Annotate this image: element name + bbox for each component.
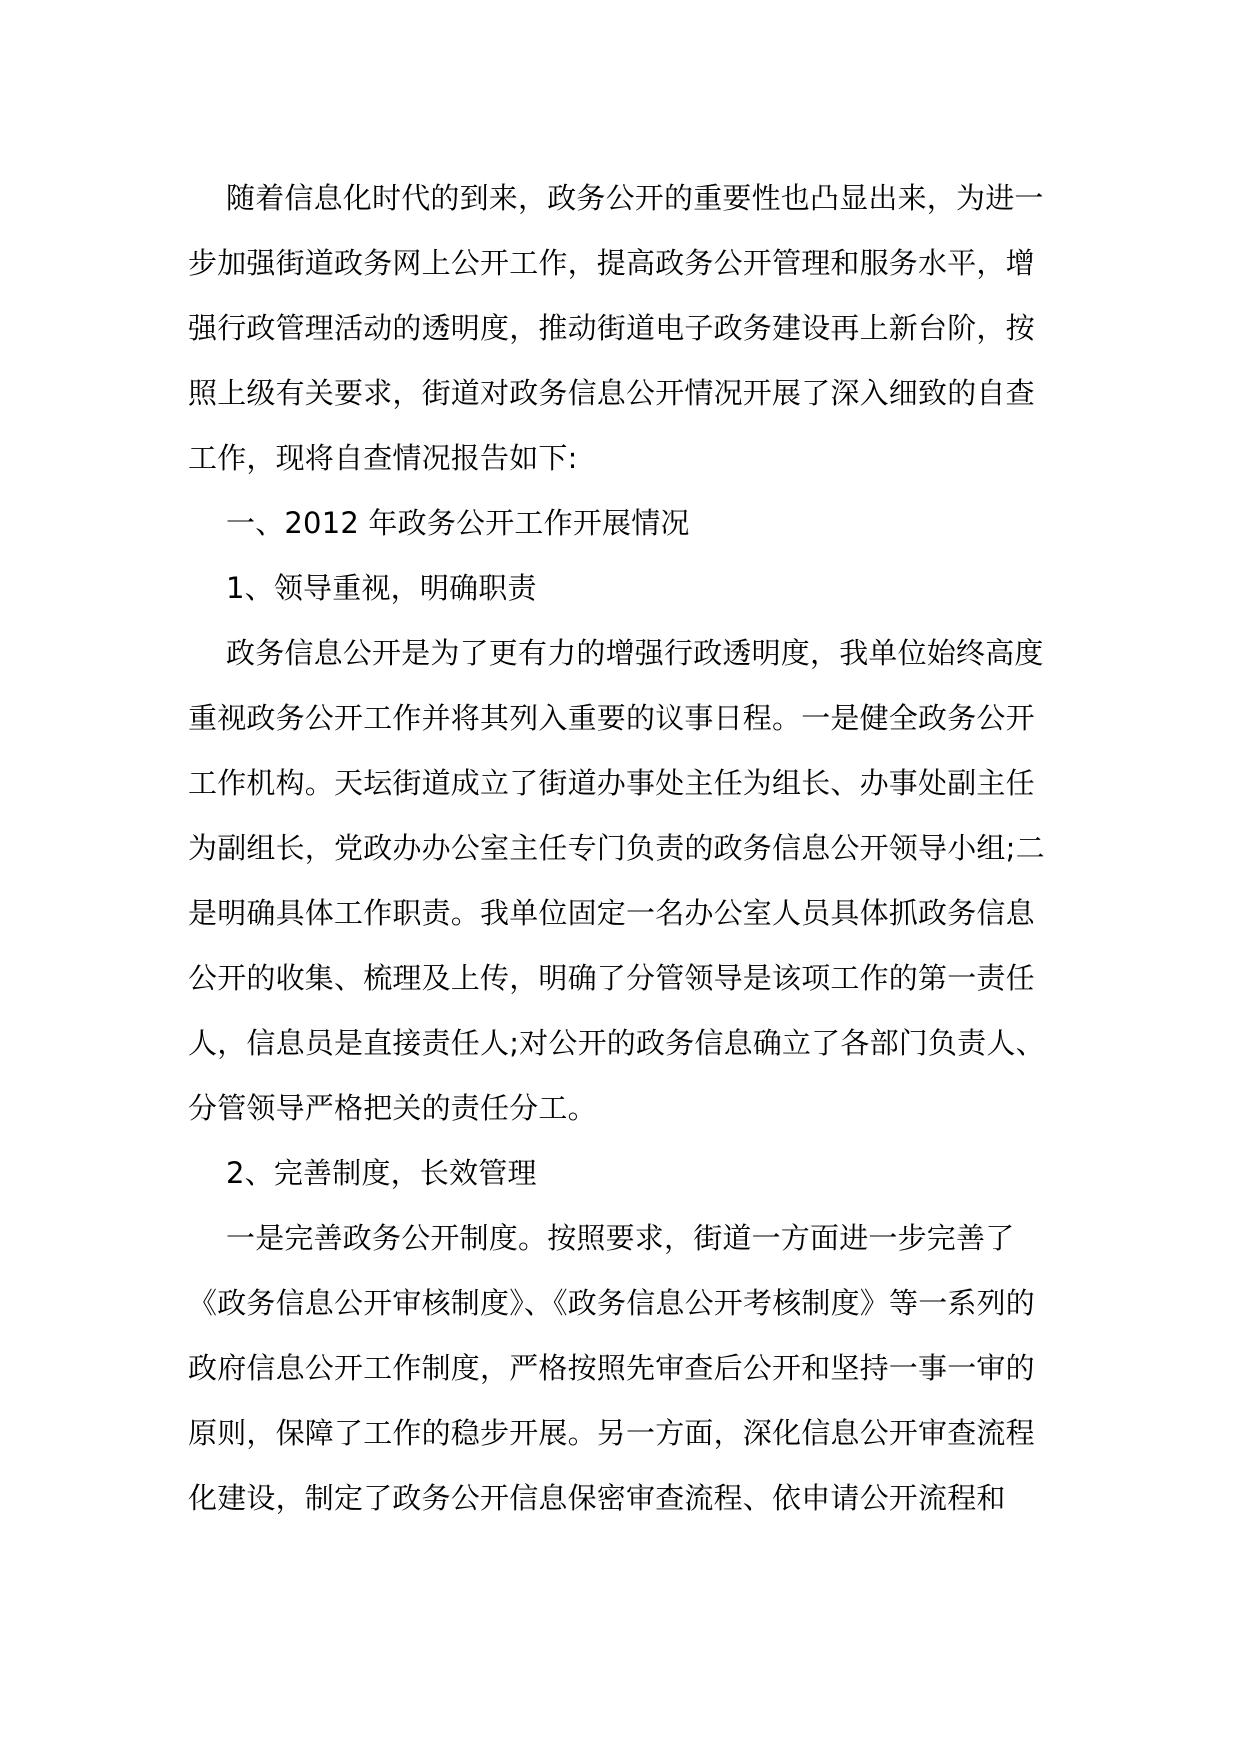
subsection-heading-1: 1、领导重视，明确职责: [226, 571, 537, 605]
document-body: [188, 166, 1054, 1531]
body-paragraph-2: 一是完善政务公开制度。按照要求，街道一方面进一步完善了《政务信息公开审核制度》、《政务信息公开考核制度》等一系列的政府信息公开工作制度，严格按照先审查后公开和坚持一事一审的原则，保障了工作的稳步开展。另一方面，深化信息公开审查流程化建设，制定了政务公开信息保密审查流程、依申请公开流程和: [188, 1221, 1036, 1515]
body-paragraph-1: 政务信息公开是为了更有力的增强行政透明度，我单位始终高度重视政务公开工作并将其列入重要的议事日程。一是健全政务公开工作机构。天坛街道成立了街道办事处主任为组长、办事处副主任为副组长，党政办办公室主任专门负责的政务信息公开领导小组;二是明确具体工作职责。我单位固定一名办公室人员具体抓政务信息公开的收集、梳理及上传，明确了分管领导是该项工作的第一责任人，信息员是直接责任人;对公开的政务信息确立了各部门负责人、分管领导严格把关的责任分工。: [188, 636, 1045, 1125]
subsection-heading-2: 2、完善制度，长效管理: [226, 1156, 537, 1190]
intro-paragraph: 随着信息化时代的到来，政务公开的重要性也凸显出来，为进一步加强街道政务网上公开工作，提高政务公开管理和服务水平，增强行政管理活动的透明度，推动街道电子政务建设再上新台阶，按照上级有关要求，街道对政务信息公开情况开展了深入细致的自查工作，现将自查情况报告如下:: [188, 181, 1044, 475]
section-heading: 一、2012 年政务公开工作开展情况: [226, 506, 690, 540]
